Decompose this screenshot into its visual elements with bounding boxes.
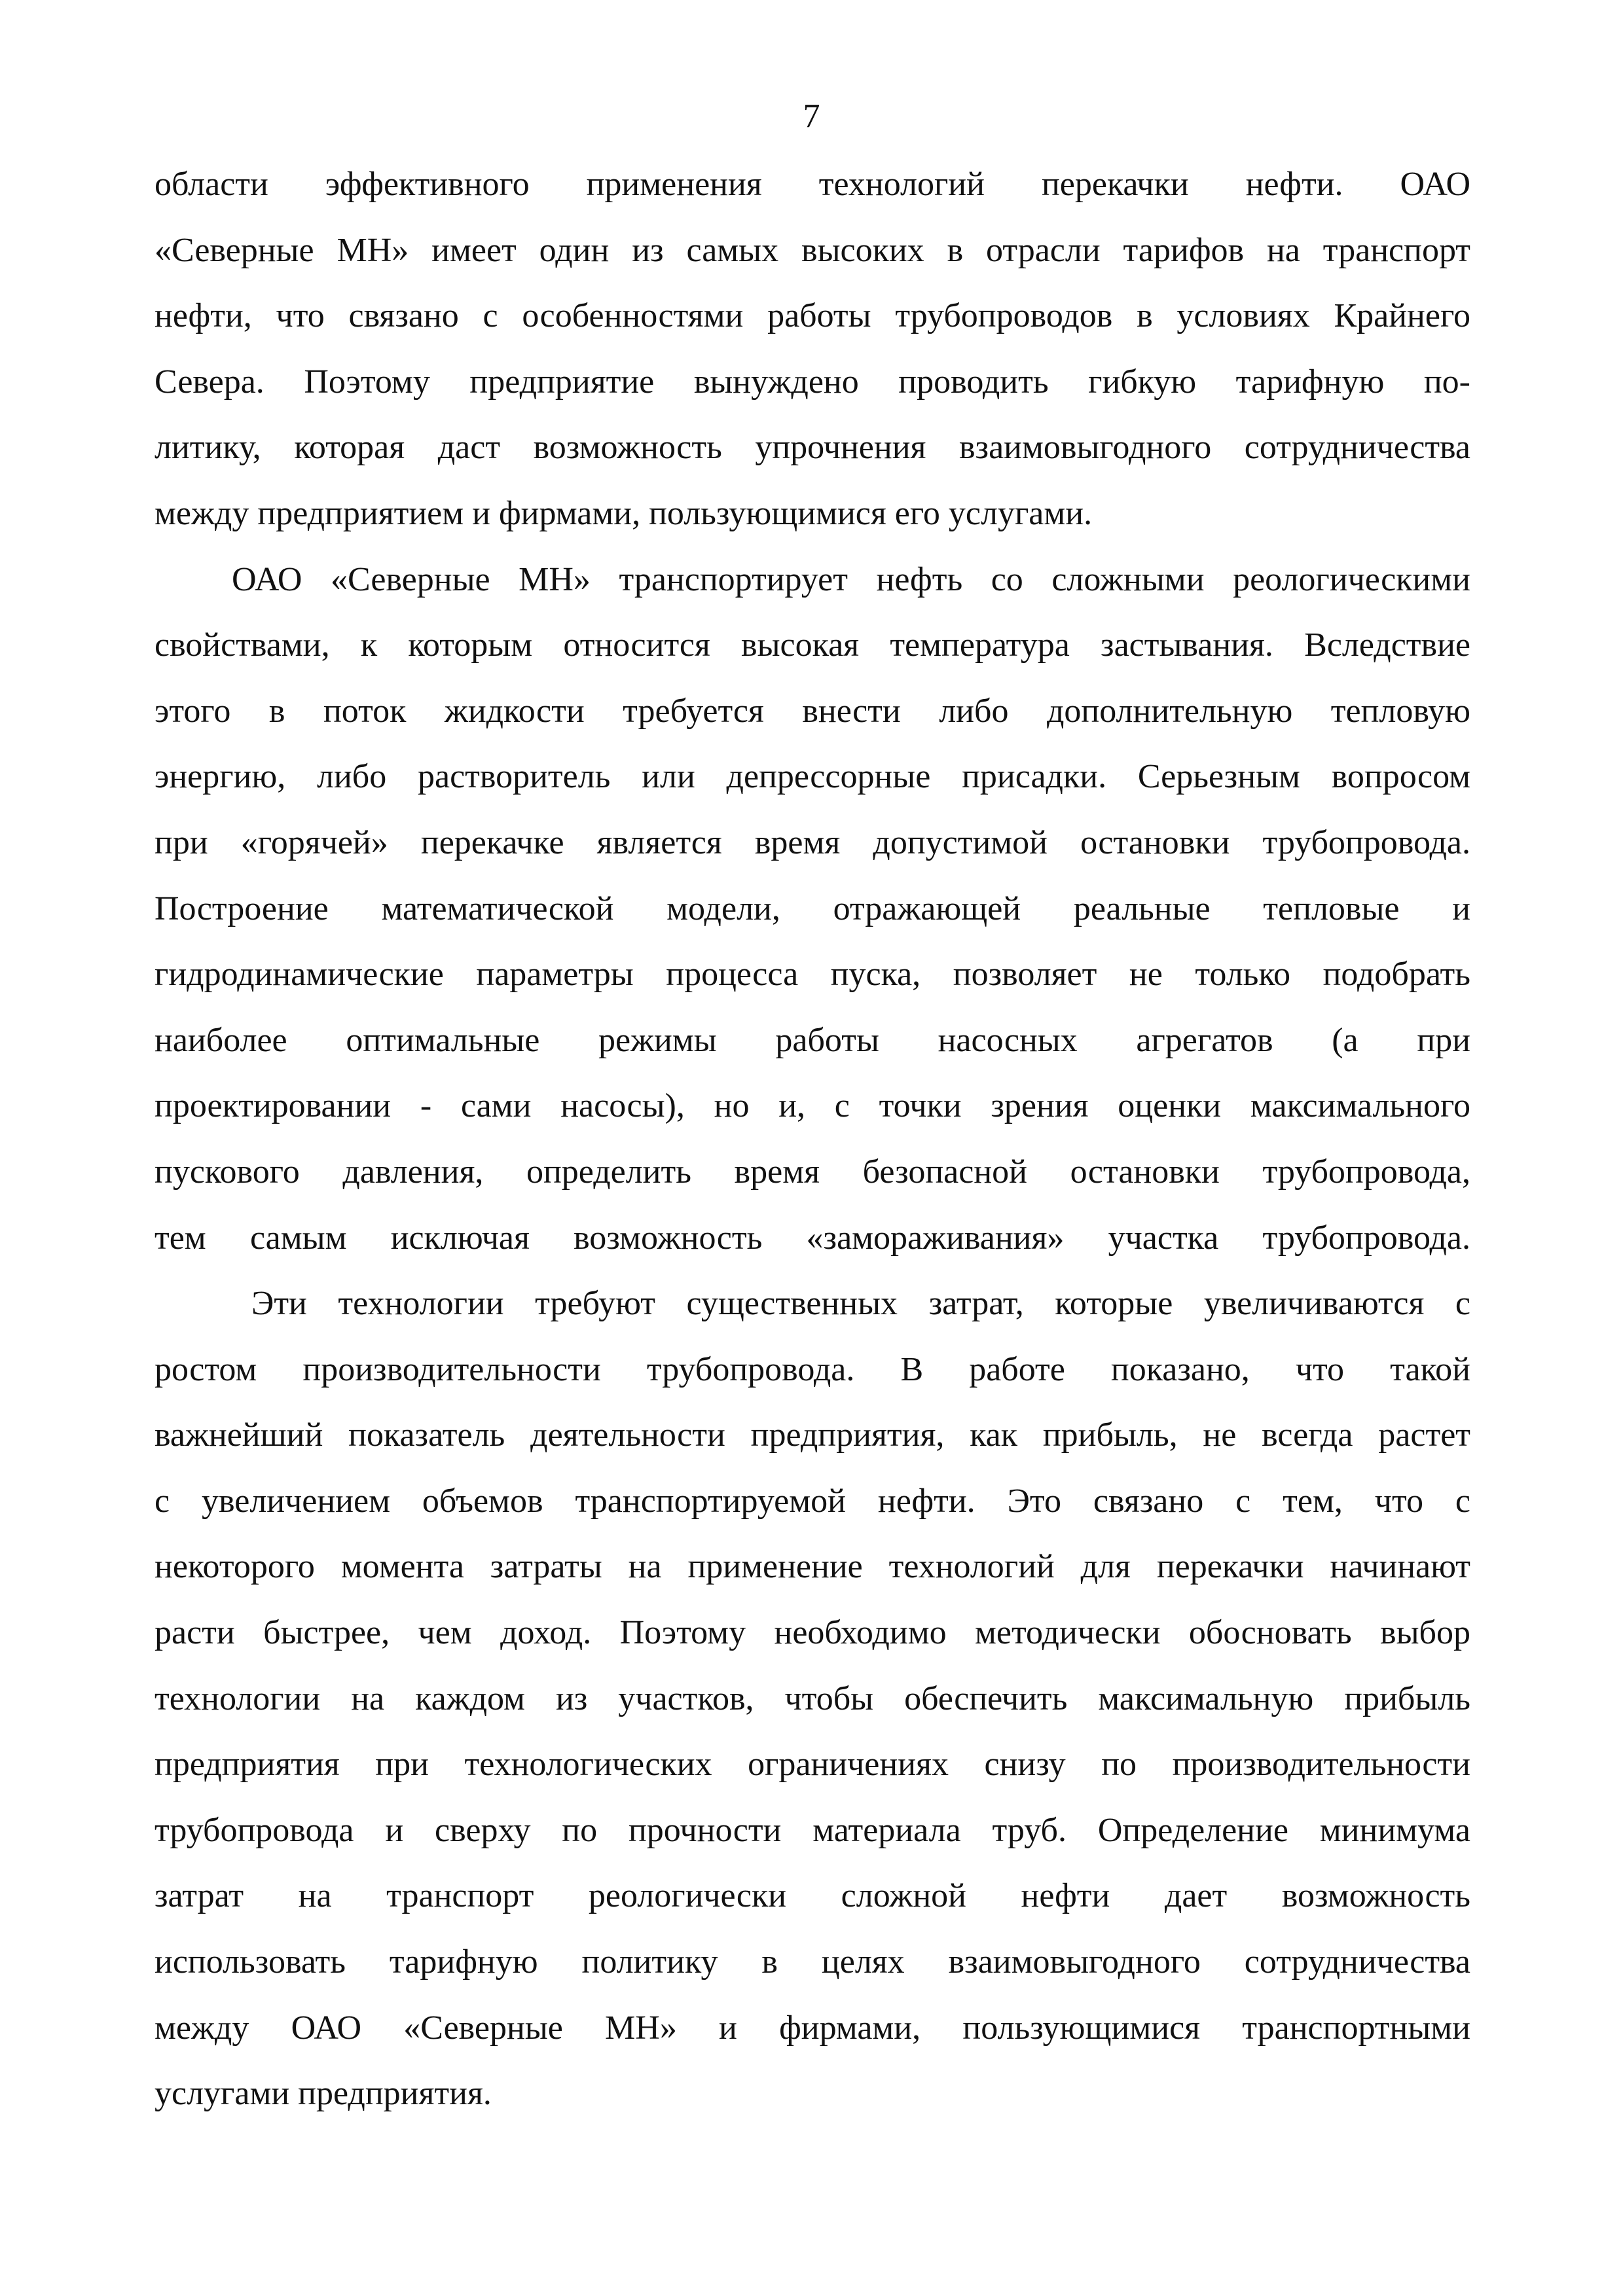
- text-line: гидродинамические параметры процесса пуска, позволяет не только подобрать: [155, 956, 1470, 994]
- paragraph-2: [155, 547, 1470, 1272]
- text-line: некоторого момента затраты на применение технологий для перекачки начинают: [155, 1548, 1470, 1586]
- text-line: услугами предприятия.: [155, 2075, 492, 2113]
- text-line: тем самым исключая возможность «замораживания» участка трубопровода.: [155, 1219, 1470, 1257]
- text-line: между предприятием и фирмами, пользующимися его услугами.: [155, 494, 1093, 532]
- text-line: наиболее оптимальные режимы работы насосных агрегатов (а при: [155, 1021, 1470, 1059]
- text-line: Эти технологии требуют существенных затрат, которые увеличиваются с: [251, 1285, 1470, 1323]
- text-line: с увеличением объемов транспортируемой нефти. Это связано с тем, что с: [155, 1482, 1470, 1520]
- text-line: области эффективного применения технологий перекачки нефти. ОАО: [155, 166, 1470, 203]
- paragraph-3: [155, 1271, 1470, 2127]
- page-number: 7: [803, 98, 820, 135]
- text-line: свойствами, к которым относится высокая температура застывания. Вследствие: [155, 626, 1470, 664]
- paragraph-1: [155, 152, 1470, 547]
- text-line: предприятия при технологических ограничениях снизу по производительности: [155, 1746, 1470, 1784]
- text-line: затрат на транспорт реологически сложной нефти дает возможность: [155, 1877, 1470, 1915]
- text-line: нефти, что связано с особенностями работы трубопроводов в условиях Крайнего: [155, 297, 1470, 335]
- text-line: Построение математической модели, отражающей реальные тепловые и: [155, 889, 1470, 927]
- text-line: трубопровода и сверху по прочности материала труб. Определение минимума: [155, 1811, 1470, 1849]
- text-line: Севера. Поэтому предприятие вынуждено проводить гибкую тарифную по-: [155, 363, 1470, 401]
- text-line: пускового давления, определить время безопасной остановки трубопровода,: [155, 1153, 1470, 1191]
- document-body: [155, 152, 1470, 2127]
- text-line: расти быстрее, чем доход. Поэтому необходимо методически обосновать выбор: [155, 1614, 1470, 1652]
- text-line: литику, которая даст возможность упрочнения взаимовыгодного сотрудничества: [155, 429, 1470, 467]
- text-line: проектировании - сами насосы), но и, с точки зрения оценки максимального: [155, 1087, 1470, 1125]
- text-line: технологии на каждом из участков, чтобы обеспечить максимальную прибыль: [155, 1679, 1470, 1717]
- text-line: этого в поток жидкости требуется внести либо дополнительную тепловую: [155, 692, 1470, 730]
- text-line: энергию, либо растворитель или депрессорные присадки. Серьезным вопросом: [155, 758, 1470, 796]
- text-line: «Северные МН» имеет один из самых высоких в отрасли тарифов на транспорт: [155, 231, 1470, 269]
- text-line: между ОАО «Северные МН» и фирмами, пользующимися транспортными: [155, 2009, 1470, 2047]
- text-line: при «горячей» перекачке является время допустимой остановки трубопровода.: [155, 823, 1470, 861]
- text-line: важнейший показатель деятельности предприятия, как прибыль, не всегда растет: [155, 1416, 1470, 1454]
- text-line: ОАО «Северные МН» транспортирует нефть со сложными реологическими: [232, 560, 1470, 598]
- text-line: использовать тарифную политику в целях взаимовыгодного сотрудничества: [155, 1943, 1470, 1981]
- text-line: ростом производительности трубопровода. В работе показано, что такой: [155, 1350, 1470, 1388]
